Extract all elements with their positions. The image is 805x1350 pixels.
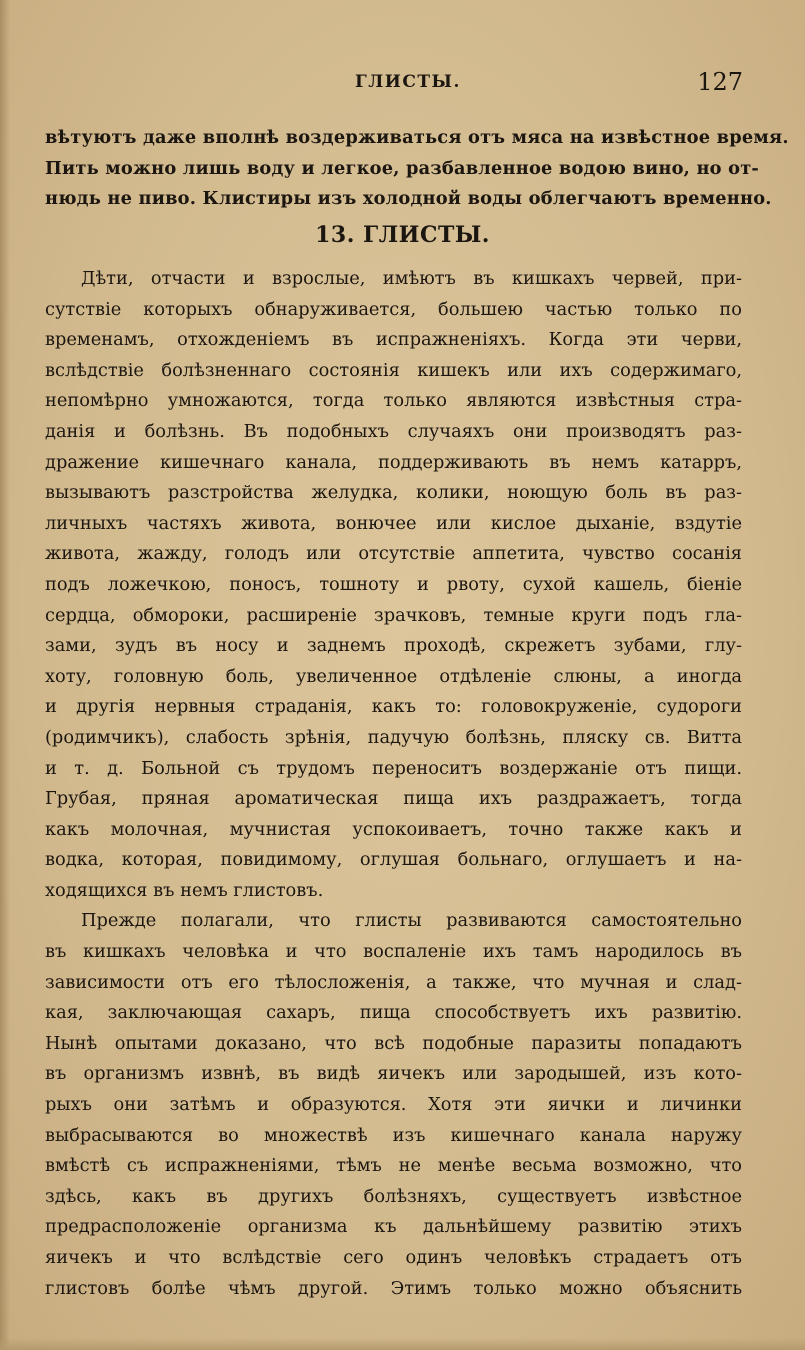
text-line: подъ ложечкою, поносъ, тошноту и рвоту, сухой кашель, біеніе [45, 573, 742, 595]
text-line: вмѣстѣ съ испражненіями, тѣмъ не менѣе весьма возможно, что [45, 1155, 742, 1177]
page-bottom-shadow [0, 1338, 805, 1350]
text-line: какъ молочная, мучнистая успокоиваетъ, точно также какъ и [45, 818, 742, 840]
paragraph-2 [45, 906, 742, 1304]
previous-section-end [45, 123, 789, 215]
text-line: выбрасываются во множествѣ изъ кишечнаго канала наружу [45, 1124, 742, 1146]
text-line: личныхъ частяхъ живота, вонючее или кислое дыханіе, вздутіе [45, 512, 742, 534]
paragraph-1 [45, 264, 742, 906]
text-line: вѣтуютъ даже вполнѣ воздерживаться отъ мяса на извѣстное время. [45, 127, 789, 148]
text-line: ходящихся въ немъ глистовъ. [45, 879, 324, 901]
text-line: сердца, обмороки, расширеніе зрачковъ, темные круги подъ гла- [45, 604, 742, 626]
text-line: и другія нервныя страданія, какъ то: головокруженіе, судороги [45, 696, 742, 718]
text-line: Пить можно лишь воду и легкое, разбавленное водою вино, но от- [45, 157, 759, 179]
text-line: сутствіе которыхъ обнаруживается, большею частью только по [45, 298, 742, 320]
text-line: Прежде полагали, что глисты развиваются самостоятельно [81, 910, 742, 932]
text-line: зависимости отъ его тѣлосложенія, а также, что мучная и слад- [45, 971, 742, 993]
text-line: Грубая, пряная ароматическая пища ихъ раздражаетъ, тогда [45, 788, 742, 810]
text-line: нюдь не пиво. Клистиры изъ холодной воды облегчаютъ временно. [45, 188, 772, 210]
text-line: данія и болѣзнь. Въ подобныхъ случаяхъ они производятъ раз- [45, 420, 742, 442]
text-line: здѣсь, какъ въ другихъ болѣзняхъ, существуетъ извѣстное [45, 1185, 742, 1207]
page-number: 127 [697, 68, 743, 96]
text-line: водка, которая, повидимому, оглушая больнаго, оглушаетъ и на- [45, 849, 742, 871]
text-line: хоту, головную боль, увеличенное отдѣленіе слюны, а иногда [45, 665, 742, 687]
text-line: зами, зудъ въ носу и заднемъ проходѣ, скрежетъ зубами, глу- [45, 635, 742, 657]
section-body [45, 264, 742, 1304]
text-line: живота, жажду, голодъ или отсутствіе аппетита, чувство сосанія [45, 543, 742, 565]
text-line: (родимчикъ), слабость зрѣнія, падучую болѣзнь, пляску св. Витта [45, 726, 742, 748]
text-line: въ организмъ извнѣ, въ видѣ яичекъ или зародышей, изъ кото- [45, 1063, 742, 1085]
text-line: глистовъ болѣе чѣмъ другой. Этимъ только можно объяснить [45, 1277, 742, 1299]
text-line: вызываютъ разстройства желудка, колики, ноющую боль въ раз- [45, 482, 742, 504]
text-line: и т. д. Больной съ трудомъ переноситъ воздержаніе отъ пищи. [45, 757, 742, 779]
text-line: кая, заключающая сахаръ, пища способствуетъ ихъ развитію. [45, 1002, 742, 1024]
running-head: ГЛИСТЫ. [355, 72, 461, 92]
text-line: въ кишкахъ человѣка и что воспаленіе ихъ тамъ народилось въ [45, 941, 742, 963]
text-line: Нынѣ опытами доказано, что всѣ подобные паразиты попадаютъ [45, 1032, 742, 1054]
text-line: рыхъ они затѣмъ и образуются. Хотя эти яички и личинки [45, 1094, 742, 1116]
text-line: непомѣрно умножаются, тогда только являются извѣстныя стра- [45, 390, 742, 412]
text-line: яичекъ и что вслѣдствіе сего одинъ человѣкъ страдаетъ отъ [45, 1247, 742, 1268]
text-line: Дѣти, отчасти и взрослые, имѣютъ въ кишкахъ червей, при- [81, 268, 742, 289]
text-line: предрасположеніе организма къ дальнѣйшему развитію этихъ [45, 1216, 742, 1238]
text-line: дражение кишечнаго канала, поддерживають въ немъ катарръ, [45, 451, 742, 473]
text-line: временамъ, отхожденіемъ въ испражненіяхъ. Когда эти черви, [45, 329, 742, 351]
text-line: вслѣдствіе болѣзненнаго состоянія кишекъ или ихъ содержимаго, [45, 359, 742, 381]
page-edge-shadow [0, 0, 10, 1350]
section-title: 13. ГЛИСТЫ. [315, 222, 490, 248]
